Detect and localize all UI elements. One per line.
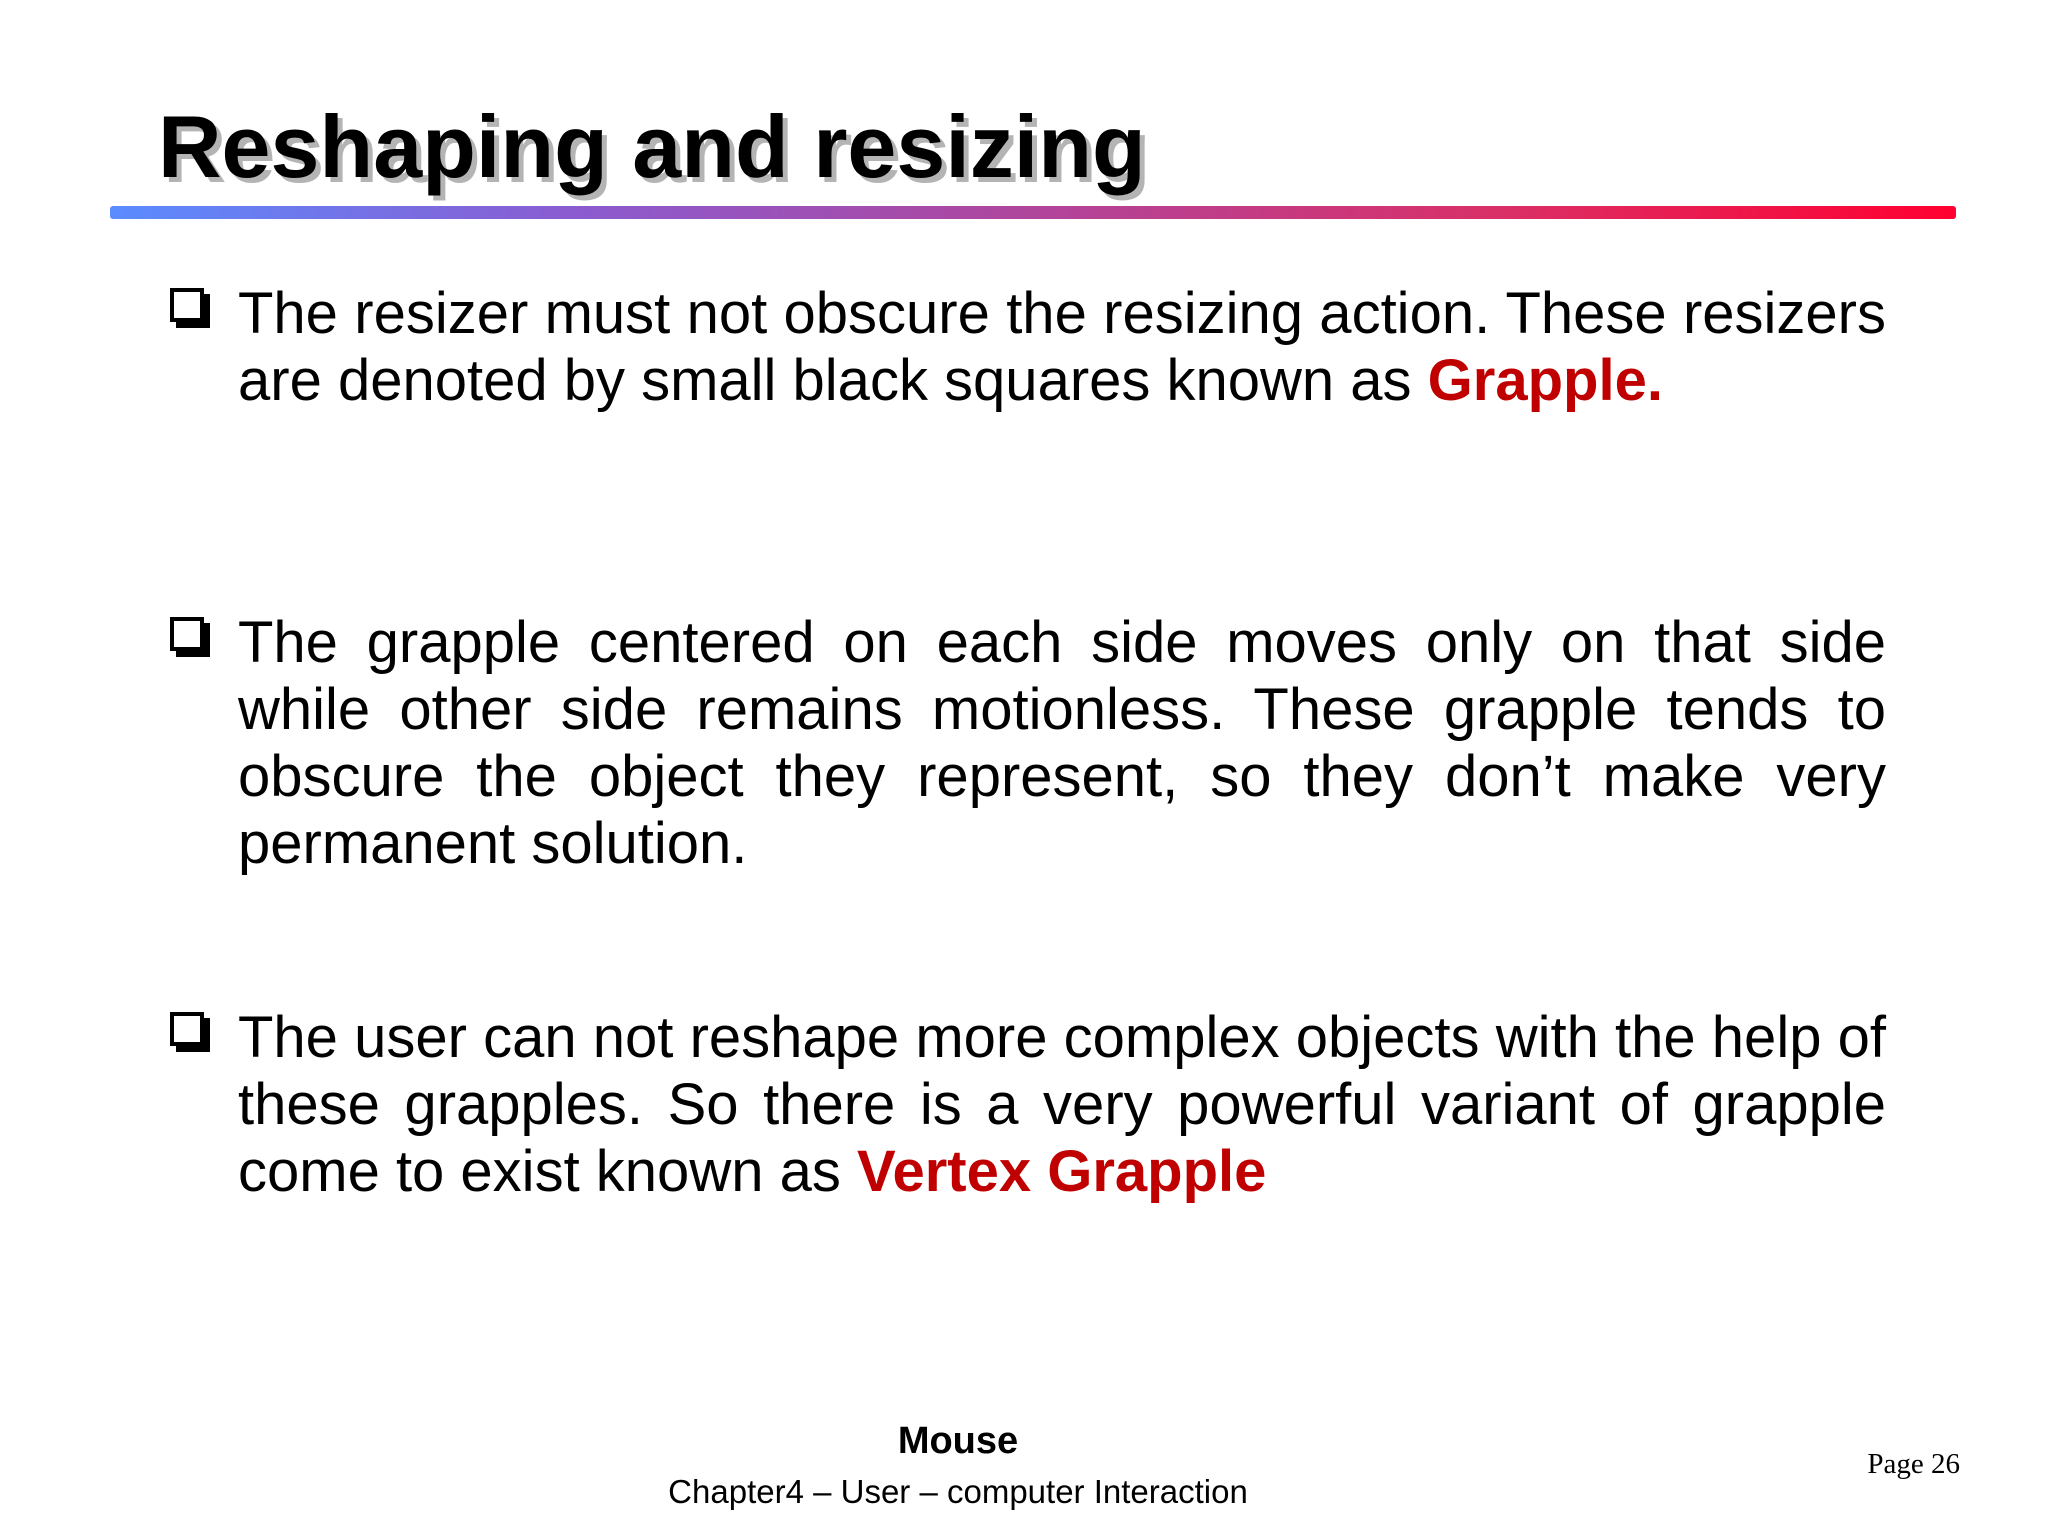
bullet-text-2 <box>238 609 1886 877</box>
footer-subtitle: Chapter4 – User – computer Interaction <box>668 1473 1248 1510</box>
bullet-item-1 <box>170 280 1886 414</box>
bullet-1-body: The resizer must not obscure the resizing action. These resizers are denoted by small black squares known as <box>238 281 1886 413</box>
slide-title: Reshaping and resizing <box>158 97 1146 196</box>
checkbox-icon <box>170 1012 204 1046</box>
bullet-1-highlight: Grapple. <box>1427 348 1663 413</box>
page-number: Page 26 <box>1867 1448 1960 1480</box>
bullet-item-2 <box>170 609 1886 877</box>
title-divider <box>110 206 1956 219</box>
footer-title: Mouse <box>897 1420 1019 1462</box>
bullet-3-body: The user can not reshape more complex objects with the help of these grapples. So there is a very powerful variant of grapple come to exist known as <box>238 1005 1886 1204</box>
bullet-text-3 <box>238 1004 1886 1205</box>
bullet-2-body: The grapple centered on each side moves only on that side while other side remains motionless. These grapple tends to obscure the object they represent, so they don’t make very permanent solution. <box>238 610 1886 876</box>
checkbox-icon <box>170 617 204 651</box>
bullet-3-highlight: Vertex Grapple <box>856 1139 1267 1204</box>
bullet-item-3 <box>170 1004 1886 1205</box>
checkbox-icon <box>170 288 204 322</box>
bullet-text-1 <box>238 280 1886 414</box>
